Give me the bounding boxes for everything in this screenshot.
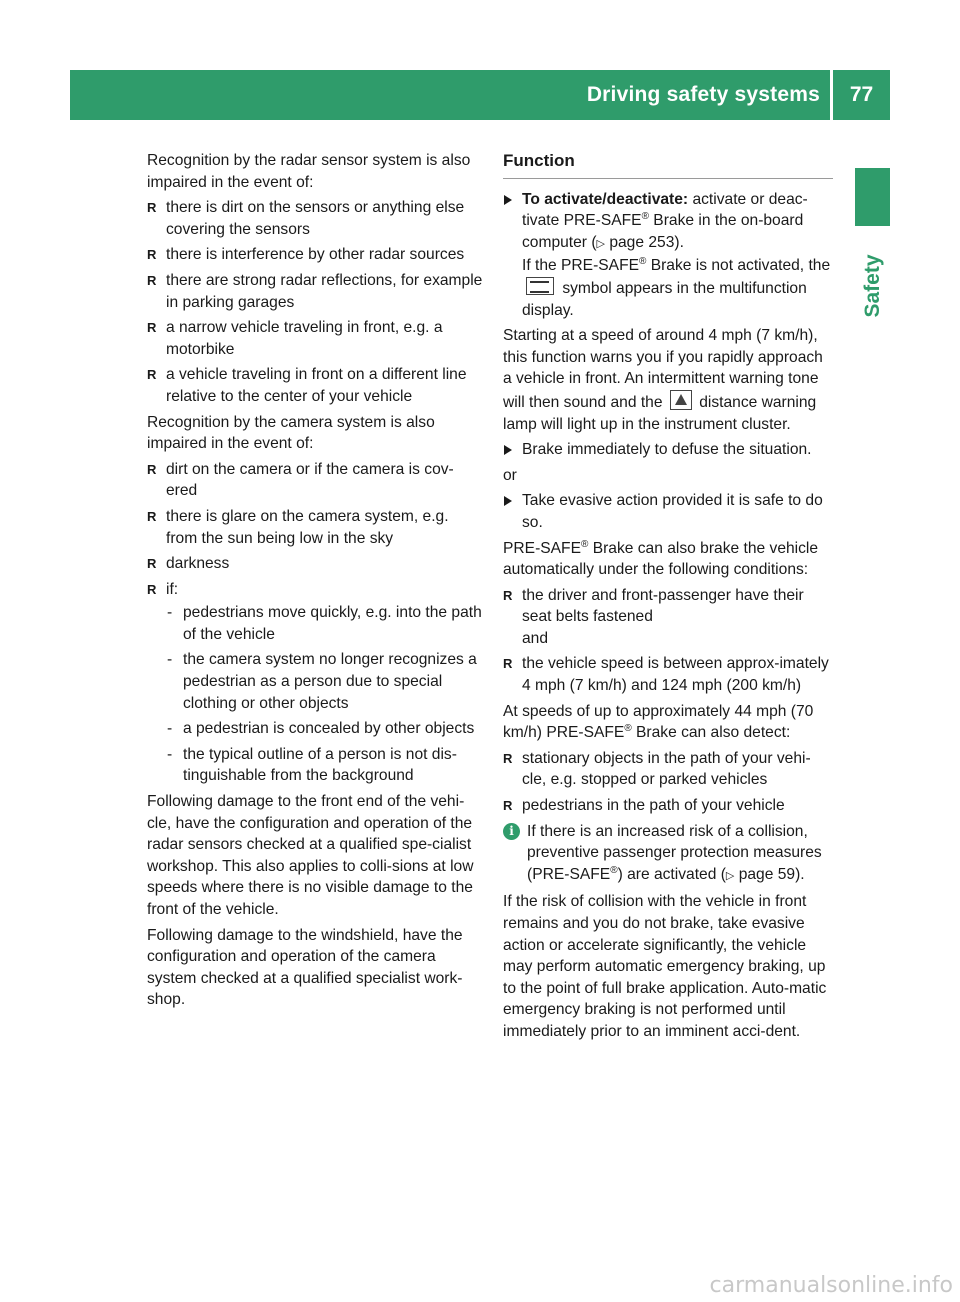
list-item: R there is interference by other radar sources — [147, 244, 483, 266]
page-ref-icon: ▷ — [596, 237, 605, 250]
side-tab — [855, 226, 890, 346]
radar-list — [147, 197, 483, 407]
paragraph: PRE-SAFE® Brake can also brake the vehicle automatically under the following conditions: — [503, 538, 819, 579]
bullet-icon: R — [147, 320, 157, 336]
paragraph: At speeds of up to approximately 44 mph (70 km/h) PRE-SAFE® Brake can also detect: — [503, 702, 814, 742]
list-item: R pedestrians in the path of your vehicle — [503, 795, 833, 817]
page-ref-link[interactable]: page 59). — [734, 865, 805, 883]
right-column — [503, 150, 833, 1047]
list-item: R dirt on the camera or if the camera is cov-ered — [147, 460, 454, 500]
distance-warning-lamp-icon — [670, 390, 692, 410]
arrow-icon — [504, 496, 512, 506]
dash-icon: - — [167, 745, 173, 763]
list-item: R if: - pedestrians move quickly, e.g. into the path of the vehicle - the camera system no longer recognizes a pedestrian as a person due to special clothing or other objects - a pedestrian is concealed by other objects - the typical outline of a person is not dis-tinguishable from the background — [147, 579, 483, 787]
sub-list-item: - the typical outline of a person is not dis-tinguishable from the background — [167, 745, 457, 785]
paragraph: or — [503, 466, 517, 484]
bullet-icon: R — [147, 272, 157, 288]
bullet-icon: R — [147, 581, 157, 597]
list-item: R there is dirt on the sensors or anything else covering the sensors — [147, 199, 465, 238]
instruction-step: To activate/deactivate: activate or deac-tivate PRE-SAFE® Brake in the on-board computer (▷ page 253). If the PRE-SAFE® Brake is not activated, the symbol appears in the multifunction display. — [503, 189, 833, 322]
bullet-icon: R — [503, 656, 513, 672]
paragraph: Starting at a speed of around 4 mph (7 km/h), this function warns you if you rapidly approach a vehicle in front. An intermittent warning tone will then sound and the distance warning lamp will light up in the instrument cluster. — [503, 327, 823, 433]
bullet-icon: R — [147, 367, 157, 383]
list-item: R darkness — [147, 553, 483, 575]
sub-list-item: - the camera system no longer recognizes a pedestrian as a person due to special clothing or other objects — [167, 651, 477, 712]
list-item: R the vehicle speed is between approx-imately 4 mph (7 km/h) and 124 mph (200 km/h) — [503, 655, 829, 695]
section-title: Function — [503, 150, 833, 179]
paragraph: Recognition by the camera system is also impaired in the event of: — [147, 413, 435, 453]
page-title: Driving safety systems — [586, 83, 820, 106]
bullet-icon: R — [503, 750, 513, 766]
dash-icon: - — [167, 651, 173, 669]
sub-list-item: - a pedestrian is concealed by other objects — [166, 718, 483, 740]
page-ref-link[interactable]: page 253). — [605, 233, 684, 251]
list-item: R a narrow vehicle traveling in front, e.g. a motorbike — [147, 319, 443, 358]
page-ref-icon: ▷ — [725, 869, 735, 882]
list-item: R the driver and front-passenger have their seat belts fastened and — [503, 586, 804, 647]
detect-list — [503, 748, 833, 817]
conditions-list — [503, 585, 833, 697]
arrow-icon — [504, 445, 512, 455]
list-item: R stationary objects in the path of your vehi-cle, e.g. stopped or parked vehicles — [503, 749, 811, 789]
side-tab-block — [855, 168, 890, 226]
dash-icon: - — [167, 604, 173, 622]
pre-safe-off-icon — [526, 277, 554, 295]
page-number: 77 — [833, 70, 890, 120]
bullet-icon: R — [147, 461, 157, 477]
bullet-icon: R — [503, 587, 513, 603]
paragraph: Following damage to the windshield, have the configuration and operation of the camera system checked at a qualified specialist work-shop. — [147, 926, 463, 1009]
instruction-step: Brake immediately to defuse the situation. — [503, 439, 833, 461]
bullet-icon: R — [503, 798, 513, 814]
watermark: carmanualsonline.info — [709, 1273, 953, 1298]
bullet-icon: R — [147, 247, 157, 263]
instruction-step: Take evasive action provided it is safe to do so. — [503, 490, 833, 533]
paragraph: Recognition by the radar sensor system is also impaired in the event of: — [147, 152, 471, 191]
arrow-icon — [504, 195, 512, 205]
info-icon: i — [503, 823, 520, 840]
dash-icon: - — [167, 720, 173, 738]
list-item: R there is glare on the camera system, e.g. from the sun being low in the sky — [147, 507, 449, 547]
side-tab-label: Safety — [860, 254, 884, 318]
bullet-icon: R — [147, 556, 157, 572]
list-item: R there are strong radar reflections, for example in parking garages — [147, 271, 483, 311]
left-column — [147, 150, 483, 1015]
info-note: i If there is an increased risk of a collision, preventive passenger protection measures (PRE-SAFE®) are activated (▷ page 59). — [503, 821, 833, 888]
sub-list — [166, 602, 483, 787]
camera-list — [147, 459, 483, 787]
paragraph: If the risk of collision with the vehicle in front remains and you do not brake, take evasive action or accelerate significantly, the vehicle may perform automatic emergency braking, up to the point of full brake application. Auto-matic emergency braking is not performed until immediately prior to an imminent acci-dent. — [503, 893, 827, 1040]
bullet-icon: R — [147, 200, 157, 216]
list-item: R a vehicle traveling in front on a different line relative to the center of your vehicle — [147, 366, 467, 405]
paragraph: Following damage to the front end of the vehi-cle, have the configuration and operation of the radar sensors checked at a qualified spe-cialist workshop. This also applies to colli-sions at low speeds where there is no visible damage to the front of the vehicle. — [147, 793, 474, 918]
sub-list-item: - pedestrians move quickly, e.g. into the path of the vehicle — [167, 604, 482, 643]
bullet-icon: R — [147, 508, 157, 524]
